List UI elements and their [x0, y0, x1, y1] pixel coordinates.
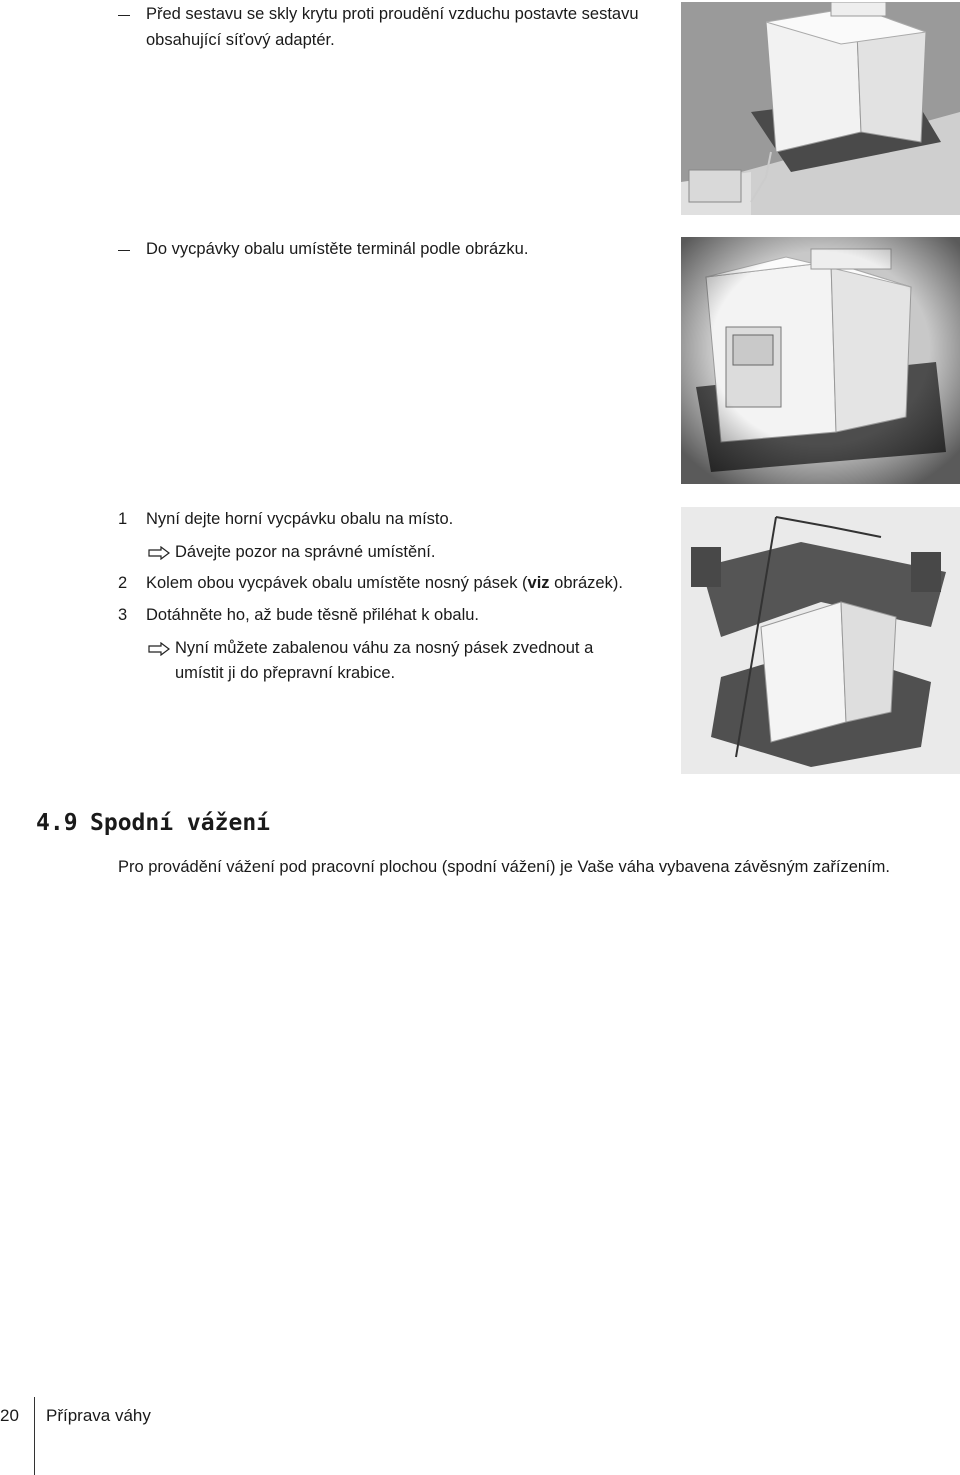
viz-bold: viz	[527, 574, 550, 592]
step-text-post: obrázek).	[549, 574, 623, 592]
result-arrow-icon	[148, 546, 170, 560]
step-result: Nyní můžete zabalenou váhu za nosný pásek zvednout a	[175, 639, 594, 657]
bullet-text-continued: obsahující síťový adaptér.	[146, 31, 335, 49]
chapter-title: Příprava váhy	[46, 1406, 151, 1425]
photo-balance-on-packaging	[681, 2, 960, 215]
step-result-continued: umístit ji do přepravní krabice.	[175, 664, 396, 682]
page-number: 20	[0, 1406, 19, 1425]
photo-terminal-in-packaging	[681, 237, 960, 484]
step-text: Dotáhněte ho, až bude těsně přiléhat k obalu.	[146, 606, 479, 624]
section-body: Pro provádění vážení pod pracovní plochou (spodní vážení) je Vaše váha vybavena závěsným zařízením.	[118, 858, 890, 876]
bullet-dash	[118, 250, 130, 251]
step-text	[146, 570, 623, 596]
section-title: Spodní vážení	[90, 810, 271, 836]
step-text-pre: Kolem obou vycpávek obalu umístěte nosný pásek (	[146, 574, 528, 592]
section-heading	[36, 810, 270, 836]
step-number: 3	[118, 606, 128, 624]
step-text: Nyní dejte horní vycpávku obalu na místo.	[146, 510, 454, 528]
footer-divider	[34, 1397, 35, 1475]
bullet-dash	[118, 15, 130, 16]
photo-strapped-packaging	[681, 507, 960, 774]
bullet-text: Před sestavu se skly krytu proti proudění vzduchu postavte sestavu	[146, 5, 639, 23]
step-result: Dávejte pozor na správné umístění.	[175, 543, 436, 561]
bullet-text: Do vycpávky obalu umístěte terminál podle obrázku.	[146, 240, 529, 258]
step-number: 2	[118, 574, 128, 592]
result-arrow-icon	[148, 642, 170, 656]
step-number: 1	[118, 510, 128, 528]
section-number: 4.9	[36, 810, 78, 836]
